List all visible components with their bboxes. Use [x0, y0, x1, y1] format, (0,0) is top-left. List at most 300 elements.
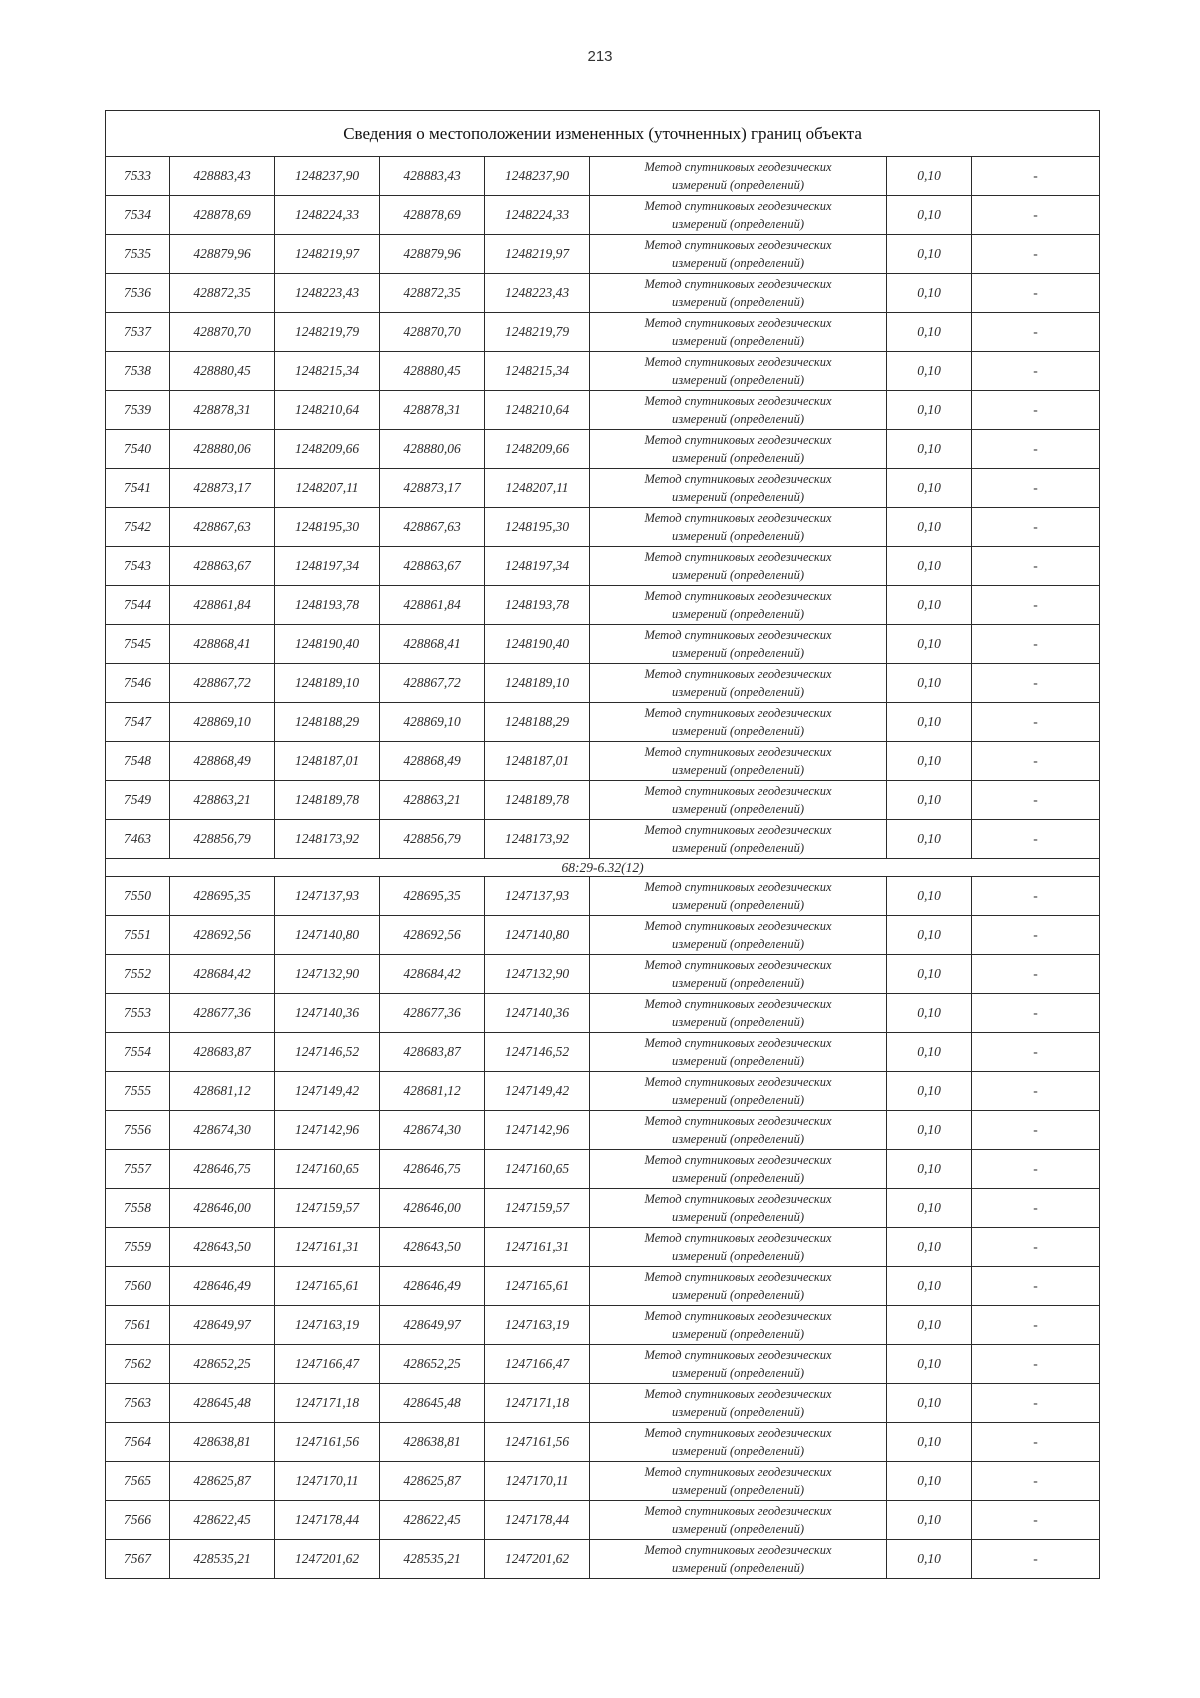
y-old-cell: 1248223,43 [275, 274, 380, 313]
table-row [106, 820, 1100, 859]
method-cell [590, 1540, 887, 1579]
x-old-cell: 428645,48 [170, 1384, 275, 1423]
method-cell [590, 955, 887, 994]
boundary-coordinates-table [105, 110, 1100, 1579]
y-old-cell: 1247161,31 [275, 1228, 380, 1267]
method-text-line1: Метод спутниковых геодезических [644, 238, 832, 252]
method-text-line1: Метод спутниковых геодезических [644, 997, 832, 1011]
accuracy-cell: 0,10 [887, 994, 972, 1033]
accuracy-cell: 0,10 [887, 1384, 972, 1423]
method-cell [590, 916, 887, 955]
x-new-cell: 428867,72 [380, 664, 485, 703]
accuracy-cell: 0,10 [887, 1072, 972, 1111]
x-new-cell: 428674,30 [380, 1111, 485, 1150]
table-row [106, 157, 1100, 196]
x-new-cell: 428677,36 [380, 994, 485, 1033]
description-cell: - [972, 1072, 1100, 1111]
y-old-cell: 1248187,01 [275, 742, 380, 781]
method-text-line2: измерений (определений) [671, 1054, 804, 1068]
y-old-cell: 1247160,65 [275, 1150, 380, 1189]
y-old-cell: 1247149,42 [275, 1072, 380, 1111]
method-cell [590, 586, 887, 625]
method-cell [590, 1189, 887, 1228]
y-new-cell: 1248210,64 [485, 391, 590, 430]
y-new-cell: 1247201,62 [485, 1540, 590, 1579]
method-cell [590, 625, 887, 664]
table-title: Сведения о местоположении измененных (уточненных) границ объекта [106, 111, 1100, 157]
method-text-line1: Метод спутниковых геодезических [644, 1543, 832, 1557]
y-old-cell: 1248215,34 [275, 352, 380, 391]
accuracy-cell: 0,10 [887, 1345, 972, 1384]
x-new-cell: 428681,12 [380, 1072, 485, 1111]
y-new-cell: 1248190,40 [485, 625, 590, 664]
y-old-cell: 1248193,78 [275, 586, 380, 625]
table-row [106, 664, 1100, 703]
point-number-cell: 7541 [106, 469, 170, 508]
y-new-cell: 1247160,65 [485, 1150, 590, 1189]
y-new-cell: 1248207,11 [485, 469, 590, 508]
table-row [106, 196, 1100, 235]
method-text-line2: измерений (определений) [671, 607, 804, 621]
table-row [106, 313, 1100, 352]
x-old-cell: 428652,25 [170, 1345, 275, 1384]
method-text-line1: Метод спутниковых геодезических [644, 823, 832, 837]
method-text-line1: Метод спутниковых геодезических [644, 1114, 832, 1128]
method-text-line2: измерений (определений) [671, 1015, 804, 1029]
y-new-cell: 1247149,42 [485, 1072, 590, 1111]
method-cell [590, 877, 887, 916]
method-text-line2: измерений (определений) [671, 1483, 804, 1497]
accuracy-cell: 0,10 [887, 274, 972, 313]
table-row [106, 994, 1100, 1033]
y-new-cell: 1247161,31 [485, 1228, 590, 1267]
method-text-line1: Метод спутниковых геодезических [644, 355, 832, 369]
accuracy-cell: 0,10 [887, 196, 972, 235]
y-new-cell: 1248209,66 [485, 430, 590, 469]
method-text-line1: Метод спутниковых геодезических [644, 160, 832, 174]
table-row [106, 1150, 1100, 1189]
point-number-cell: 7554 [106, 1033, 170, 1072]
method-text-line2: измерений (определений) [671, 373, 804, 387]
x-old-cell: 428674,30 [170, 1111, 275, 1150]
method-text-line2: измерений (определений) [671, 334, 804, 348]
method-cell [590, 313, 887, 352]
x-new-cell: 428645,48 [380, 1384, 485, 1423]
method-cell [590, 391, 887, 430]
table-row [106, 742, 1100, 781]
method-text-line1: Метод спутниковых геодезических [644, 1153, 832, 1167]
method-cell [590, 235, 887, 274]
x-new-cell: 428868,41 [380, 625, 485, 664]
method-text-line2: измерений (определений) [671, 763, 804, 777]
accuracy-cell: 0,10 [887, 625, 972, 664]
x-new-cell: 428867,63 [380, 508, 485, 547]
method-text-line1: Метод спутниковых геодезических [644, 550, 832, 564]
method-cell [590, 1150, 887, 1189]
accuracy-cell: 0,10 [887, 1189, 972, 1228]
x-new-cell: 428880,45 [380, 352, 485, 391]
table-row [106, 1228, 1100, 1267]
point-number-cell: 7562 [106, 1345, 170, 1384]
point-number-cell: 7551 [106, 916, 170, 955]
y-new-cell: 1247163,19 [485, 1306, 590, 1345]
x-new-cell: 428880,06 [380, 430, 485, 469]
method-text-line1: Метод спутниковых геодезических [644, 1426, 832, 1440]
point-number-cell: 7555 [106, 1072, 170, 1111]
x-old-cell: 428868,41 [170, 625, 275, 664]
y-new-cell: 1247140,36 [485, 994, 590, 1033]
table-row [106, 274, 1100, 313]
method-text-line1: Метод спутниковых геодезических [644, 589, 832, 603]
x-new-cell: 428692,56 [380, 916, 485, 955]
x-old-cell: 428883,43 [170, 157, 275, 196]
y-new-cell: 1248219,79 [485, 313, 590, 352]
y-old-cell: 1247171,18 [275, 1384, 380, 1423]
accuracy-cell: 0,10 [887, 1111, 972, 1150]
method-text-line2: измерений (определений) [671, 529, 804, 543]
table-row [106, 1072, 1100, 1111]
x-new-cell: 428643,50 [380, 1228, 485, 1267]
method-text-line2: измерений (определений) [671, 256, 804, 270]
point-number-cell: 7544 [106, 586, 170, 625]
y-old-cell: 1247170,11 [275, 1462, 380, 1501]
x-old-cell: 428861,84 [170, 586, 275, 625]
y-new-cell: 1247159,57 [485, 1189, 590, 1228]
method-cell [590, 196, 887, 235]
method-text-line1: Метод спутниковых геодезических [644, 1192, 832, 1206]
x-old-cell: 428867,72 [170, 664, 275, 703]
y-old-cell: 1247140,36 [275, 994, 380, 1033]
description-cell: - [972, 469, 1100, 508]
point-number-cell: 7546 [106, 664, 170, 703]
y-old-cell: 1248189,78 [275, 781, 380, 820]
x-new-cell: 428695,35 [380, 877, 485, 916]
method-text-line1: Метод спутниковых геодезических [644, 745, 832, 759]
y-old-cell: 1248195,30 [275, 508, 380, 547]
x-old-cell: 428863,21 [170, 781, 275, 820]
y-new-cell: 1247142,96 [485, 1111, 590, 1150]
method-text-line2: измерений (определений) [671, 724, 804, 738]
method-text-line2: измерений (определений) [671, 685, 804, 699]
description-cell: - [972, 1111, 1100, 1150]
y-new-cell: 1248193,78 [485, 586, 590, 625]
method-text-line1: Метод спутниковых геодезических [644, 199, 832, 213]
method-text-line1: Метод спутниковых геодезических [644, 958, 832, 972]
description-cell: - [972, 703, 1100, 742]
y-old-cell: 1248209,66 [275, 430, 380, 469]
table-row [106, 625, 1100, 664]
point-number-cell: 7548 [106, 742, 170, 781]
method-text-line2: измерений (определений) [671, 1210, 804, 1224]
description-cell: - [972, 1150, 1100, 1189]
method-cell [590, 1267, 887, 1306]
x-new-cell: 428646,00 [380, 1189, 485, 1228]
method-text-line1: Метод спутниковых геодезических [644, 511, 832, 525]
table-row [106, 1384, 1100, 1423]
method-cell [590, 1501, 887, 1540]
y-old-cell: 1248173,92 [275, 820, 380, 859]
method-cell [590, 430, 887, 469]
y-new-cell: 1248173,92 [485, 820, 590, 859]
accuracy-cell: 0,10 [887, 877, 972, 916]
table-row [106, 1267, 1100, 1306]
y-new-cell: 1247146,52 [485, 1033, 590, 1072]
table-row [106, 955, 1100, 994]
x-old-cell: 428880,45 [170, 352, 275, 391]
description-cell: - [972, 955, 1100, 994]
method-text-line1: Метод спутниковых геодезических [644, 919, 832, 933]
method-text-line2: измерений (определений) [671, 898, 804, 912]
method-cell [590, 820, 887, 859]
table-row [106, 430, 1100, 469]
method-text-line1: Метод спутниковых геодезических [644, 394, 832, 408]
description-cell: - [972, 547, 1100, 586]
accuracy-cell: 0,10 [887, 508, 972, 547]
x-old-cell: 428869,10 [170, 703, 275, 742]
y-old-cell: 1247178,44 [275, 1501, 380, 1540]
x-new-cell: 428878,31 [380, 391, 485, 430]
method-text-line2: измерений (определений) [671, 1561, 804, 1575]
accuracy-cell: 0,10 [887, 1540, 972, 1579]
point-number-cell: 7561 [106, 1306, 170, 1345]
description-cell: - [972, 1033, 1100, 1072]
x-new-cell: 428638,81 [380, 1423, 485, 1462]
point-number-cell: 7533 [106, 157, 170, 196]
table-row [106, 391, 1100, 430]
method-cell [590, 274, 887, 313]
x-old-cell: 428692,56 [170, 916, 275, 955]
description-cell: - [972, 313, 1100, 352]
table-row [106, 586, 1100, 625]
accuracy-cell: 0,10 [887, 313, 972, 352]
accuracy-cell: 0,10 [887, 1306, 972, 1345]
description-cell: - [972, 664, 1100, 703]
method-text-line2: измерений (определений) [671, 1249, 804, 1263]
accuracy-cell: 0,10 [887, 1150, 972, 1189]
method-text-line1: Метод спутниковых геодезических [644, 472, 832, 486]
y-new-cell: 1247137,93 [485, 877, 590, 916]
y-new-cell: 1248188,29 [485, 703, 590, 742]
x-old-cell: 428535,21 [170, 1540, 275, 1579]
y-old-cell: 1248219,97 [275, 235, 380, 274]
x-new-cell: 428684,42 [380, 955, 485, 994]
accuracy-cell: 0,10 [887, 1501, 972, 1540]
table-row [106, 703, 1100, 742]
method-cell [590, 664, 887, 703]
description-cell: - [972, 877, 1100, 916]
y-old-cell: 1248210,64 [275, 391, 380, 430]
table-row [106, 508, 1100, 547]
point-number-cell: 7534 [106, 196, 170, 235]
x-new-cell: 428856,79 [380, 820, 485, 859]
page-number: 213 [587, 48, 613, 65]
method-text-line1: Метод спутниковых геодезических [644, 784, 832, 798]
x-old-cell: 428646,00 [170, 1189, 275, 1228]
y-old-cell: 1247201,62 [275, 1540, 380, 1579]
point-number-cell: 7547 [106, 703, 170, 742]
method-cell [590, 1345, 887, 1384]
description-cell: - [972, 820, 1100, 859]
method-text-line2: измерений (определений) [671, 1171, 804, 1185]
method-text-line2: измерений (определений) [671, 1327, 804, 1341]
point-number-cell: 7542 [106, 508, 170, 547]
point-number-cell: 7566 [106, 1501, 170, 1540]
x-old-cell: 428867,63 [170, 508, 275, 547]
x-old-cell: 428873,17 [170, 469, 275, 508]
y-old-cell: 1247161,56 [275, 1423, 380, 1462]
point-number-cell: 7537 [106, 313, 170, 352]
y-new-cell: 1247170,11 [485, 1462, 590, 1501]
x-old-cell: 428683,87 [170, 1033, 275, 1072]
method-cell [590, 1228, 887, 1267]
description-cell: - [972, 1384, 1100, 1423]
description-cell: - [972, 1423, 1100, 1462]
accuracy-cell: 0,10 [887, 703, 972, 742]
accuracy-cell: 0,10 [887, 820, 972, 859]
y-old-cell: 1247137,93 [275, 877, 380, 916]
accuracy-cell: 0,10 [887, 1267, 972, 1306]
table-row [106, 1462, 1100, 1501]
method-cell [590, 1384, 887, 1423]
y-old-cell: 1247159,57 [275, 1189, 380, 1228]
x-new-cell: 428625,87 [380, 1462, 485, 1501]
description-cell: - [972, 508, 1100, 547]
y-new-cell: 1247132,90 [485, 955, 590, 994]
method-text-line1: Метод спутниковых геодезических [644, 628, 832, 642]
description-cell: - [972, 1501, 1100, 1540]
method-cell [590, 352, 887, 391]
accuracy-cell: 0,10 [887, 1228, 972, 1267]
x-old-cell: 428856,79 [170, 820, 275, 859]
method-text-line1: Метод спутниковых геодезических [644, 1231, 832, 1245]
method-text-line1: Метод спутниковых геодезических [644, 1270, 832, 1284]
point-number-cell: 7556 [106, 1111, 170, 1150]
x-new-cell: 428646,75 [380, 1150, 485, 1189]
point-number-cell: 7549 [106, 781, 170, 820]
point-number-cell: 7565 [106, 1462, 170, 1501]
y-old-cell: 1248219,79 [275, 313, 380, 352]
x-new-cell: 428863,21 [380, 781, 485, 820]
method-text-line2: измерений (определений) [671, 568, 804, 582]
point-number-cell: 7552 [106, 955, 170, 994]
table-row [106, 1540, 1100, 1579]
method-text-line1: Метод спутниковых геодезических [644, 1348, 832, 1362]
y-old-cell: 1247163,19 [275, 1306, 380, 1345]
description-cell: - [972, 196, 1100, 235]
method-cell [590, 508, 887, 547]
accuracy-cell: 0,10 [887, 235, 972, 274]
y-old-cell: 1248189,10 [275, 664, 380, 703]
method-cell [590, 547, 887, 586]
x-new-cell: 428878,69 [380, 196, 485, 235]
description-cell: - [972, 1462, 1100, 1501]
y-old-cell: 1248237,90 [275, 157, 380, 196]
x-old-cell: 428646,75 [170, 1150, 275, 1189]
method-cell [590, 1033, 887, 1072]
table-row [106, 916, 1100, 955]
description-cell: - [972, 430, 1100, 469]
point-number-cell: 7550 [106, 877, 170, 916]
table-row [106, 877, 1100, 916]
y-old-cell: 1247165,61 [275, 1267, 380, 1306]
point-number-cell: 7557 [106, 1150, 170, 1189]
method-cell [590, 742, 887, 781]
point-number-cell: 7563 [106, 1384, 170, 1423]
section-label: 68:29-6.32(12) [106, 859, 1100, 877]
y-new-cell: 1248189,10 [485, 664, 590, 703]
method-cell [590, 1306, 887, 1345]
description-cell: - [972, 235, 1100, 274]
point-number-cell: 7539 [106, 391, 170, 430]
method-cell [590, 1111, 887, 1150]
description-cell: - [972, 586, 1100, 625]
table-row [106, 1111, 1100, 1150]
accuracy-cell: 0,10 [887, 586, 972, 625]
x-new-cell: 428883,43 [380, 157, 485, 196]
y-old-cell: 1247146,52 [275, 1033, 380, 1072]
y-new-cell: 1247166,47 [485, 1345, 590, 1384]
y-new-cell: 1247140,80 [485, 916, 590, 955]
x-new-cell: 428879,96 [380, 235, 485, 274]
description-cell: - [972, 352, 1100, 391]
method-cell [590, 703, 887, 742]
x-old-cell: 428863,67 [170, 547, 275, 586]
y-new-cell: 1248195,30 [485, 508, 590, 547]
point-number-cell: 7538 [106, 352, 170, 391]
method-text-line2: измерений (определений) [671, 1366, 804, 1380]
method-text-line2: измерений (определений) [671, 217, 804, 231]
method-text-line1: Метод спутниковых геодезических [644, 316, 832, 330]
accuracy-cell: 0,10 [887, 547, 972, 586]
y-old-cell: 1247166,47 [275, 1345, 380, 1384]
point-number-cell: 7564 [106, 1423, 170, 1462]
y-old-cell: 1248188,29 [275, 703, 380, 742]
x-old-cell: 428649,97 [170, 1306, 275, 1345]
table-row [106, 1189, 1100, 1228]
point-number-cell: 7558 [106, 1189, 170, 1228]
method-text-line2: измерений (определений) [671, 1405, 804, 1419]
method-text-line1: Метод спутниковых геодезических [644, 1075, 832, 1089]
x-new-cell: 428863,67 [380, 547, 485, 586]
x-old-cell: 428622,45 [170, 1501, 275, 1540]
x-old-cell: 428681,12 [170, 1072, 275, 1111]
table-row [106, 469, 1100, 508]
method-text-line2: измерений (определений) [671, 178, 804, 192]
accuracy-cell: 0,10 [887, 430, 972, 469]
point-number-cell: 7535 [106, 235, 170, 274]
y-old-cell: 1247140,80 [275, 916, 380, 955]
table-row [106, 1501, 1100, 1540]
accuracy-cell: 0,10 [887, 1462, 972, 1501]
point-number-cell: 7463 [106, 820, 170, 859]
x-new-cell: 428652,25 [380, 1345, 485, 1384]
description-cell: - [972, 781, 1100, 820]
point-number-cell: 7553 [106, 994, 170, 1033]
table-row [106, 352, 1100, 391]
method-text-line1: Метод спутниковых геодезических [644, 1036, 832, 1050]
point-number-cell: 7559 [106, 1228, 170, 1267]
method-text-line1: Метод спутниковых геодезических [644, 1309, 832, 1323]
description-cell: - [972, 391, 1100, 430]
method-text-line2: измерений (определений) [671, 412, 804, 426]
point-number-cell: 7545 [106, 625, 170, 664]
x-old-cell: 428643,50 [170, 1228, 275, 1267]
x-old-cell: 428870,70 [170, 313, 275, 352]
y-new-cell: 1247178,44 [485, 1501, 590, 1540]
description-cell: - [972, 625, 1100, 664]
x-new-cell: 428861,84 [380, 586, 485, 625]
method-text-line2: измерений (определений) [671, 976, 804, 990]
